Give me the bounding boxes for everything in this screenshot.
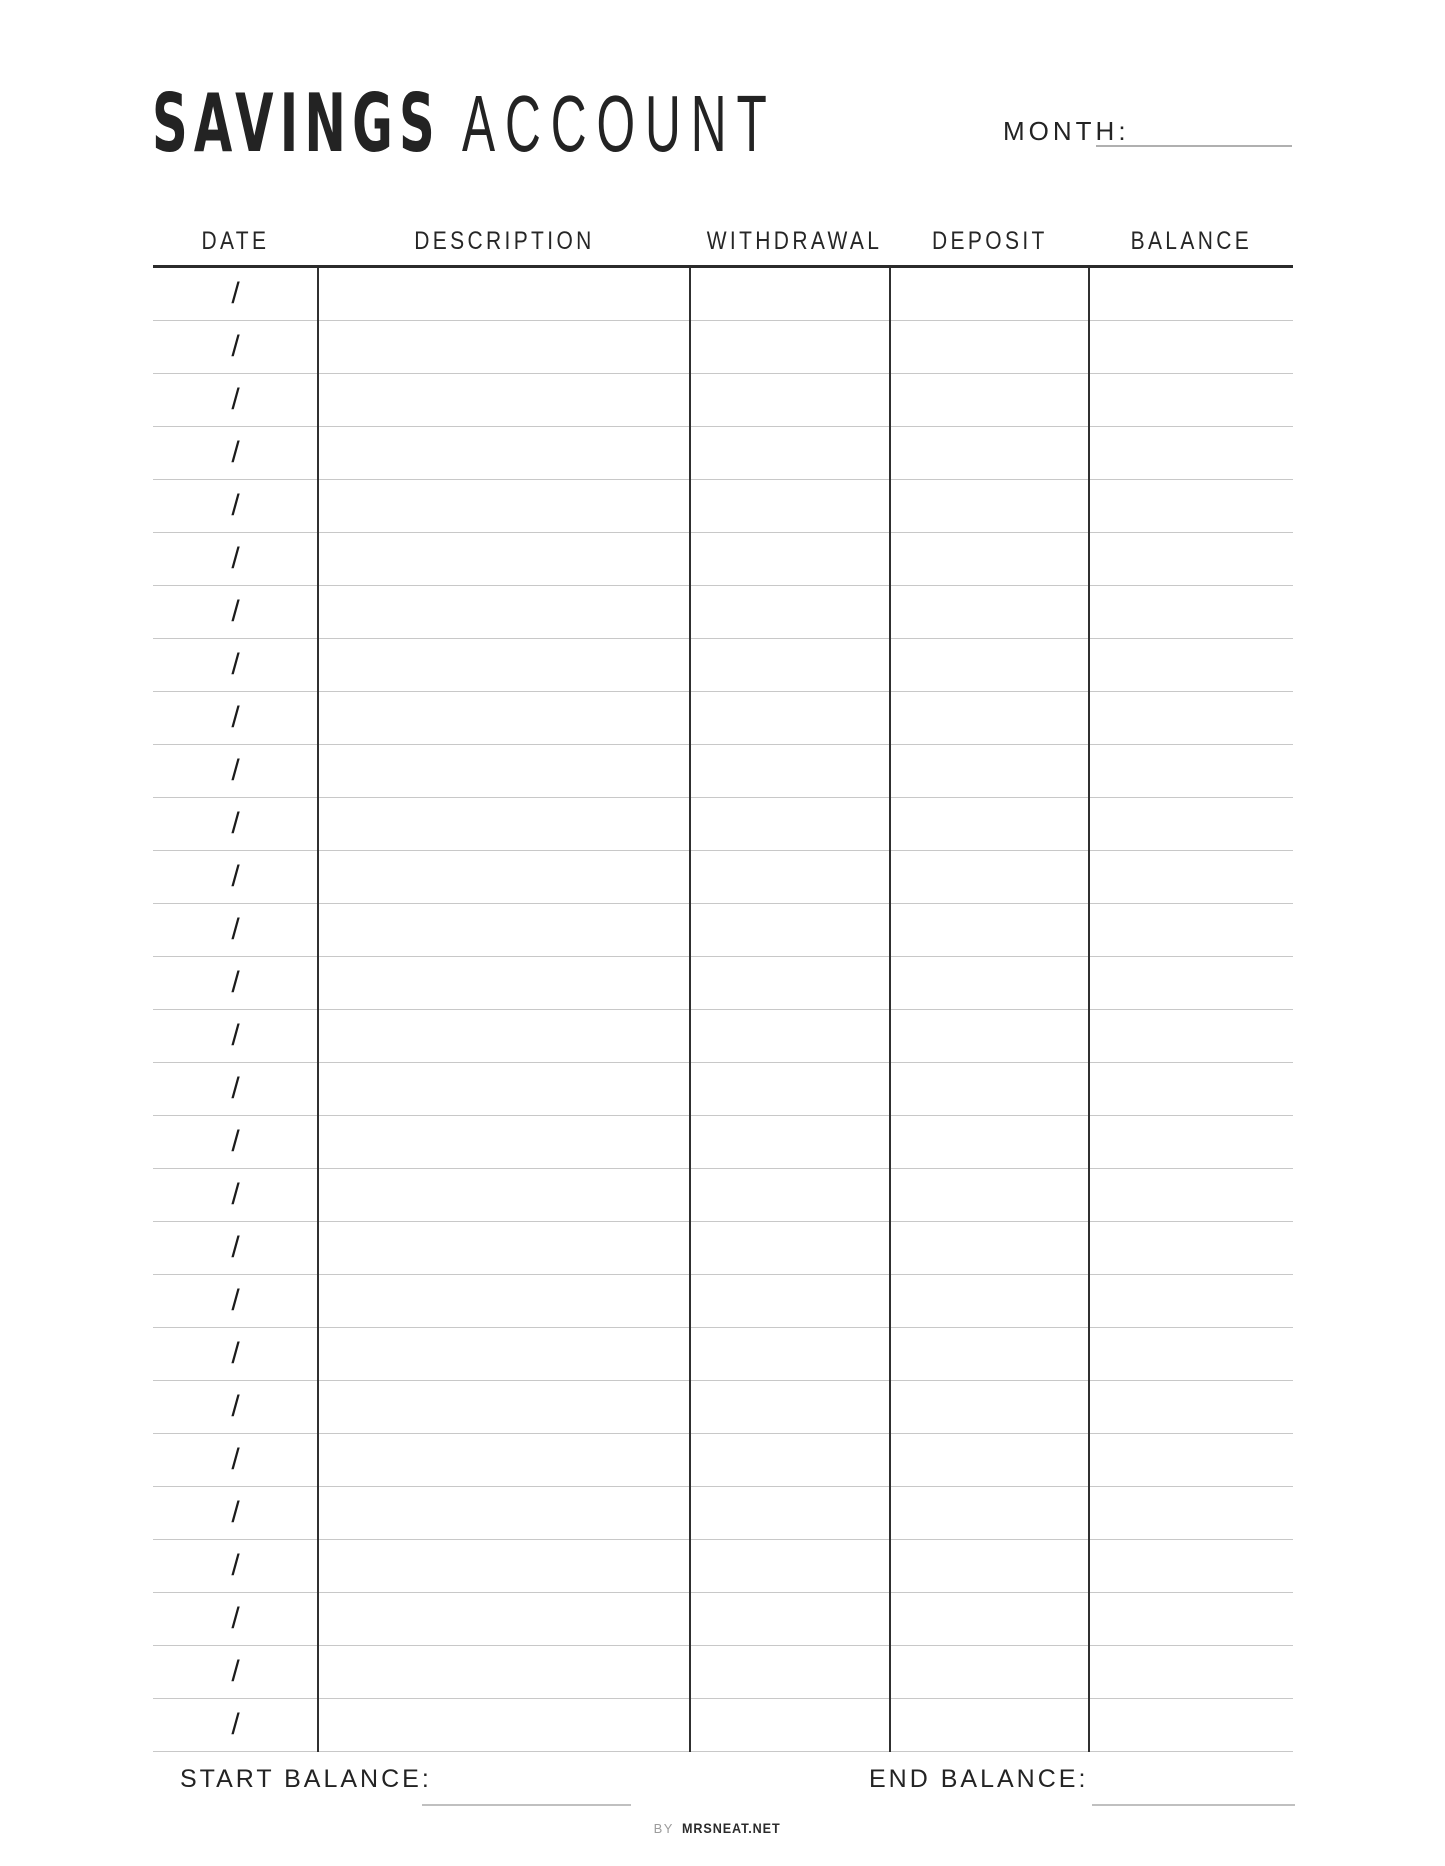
deposit-cell[interactable] — [890, 851, 1089, 903]
end-balance-label: END BALANCE: — [869, 1765, 1089, 1793]
column-header-deposit: DEPOSIT — [931, 227, 1048, 255]
balance-cell[interactable] — [1089, 957, 1293, 1009]
table-row — [153, 1010, 1293, 1063]
deposit-cell[interactable] — [890, 1434, 1089, 1486]
page-title — [152, 77, 777, 170]
date-slash-placeholder: / — [231, 1496, 240, 1529]
description-cell[interactable] — [318, 586, 690, 638]
table-row — [153, 798, 1293, 851]
table-row — [153, 427, 1293, 480]
date-cell[interactable] — [153, 1169, 318, 1221]
deposit-cell[interactable] — [890, 321, 1089, 373]
table-row — [153, 1275, 1293, 1328]
description-cell[interactable] — [318, 427, 690, 479]
deposit-cell[interactable] — [890, 1222, 1089, 1274]
column-header-date: DATE — [201, 227, 270, 255]
balance-cell[interactable] — [1089, 1540, 1293, 1592]
description-cell[interactable] — [318, 1593, 690, 1645]
column-divider-date-description — [317, 268, 319, 1752]
deposit-cell[interactable] — [890, 1381, 1089, 1433]
balance-cell[interactable] — [1089, 586, 1293, 638]
date-cell[interactable] — [153, 1487, 318, 1539]
deposit-cell[interactable] — [890, 745, 1089, 797]
withdrawal-cell[interactable] — [690, 1699, 890, 1751]
date-cell[interactable] — [153, 586, 318, 638]
withdrawal-cell[interactable] — [690, 1116, 890, 1168]
date-slash-placeholder: / — [231, 966, 240, 999]
footer-credit — [0, 1818, 1445, 1839]
date-slash-placeholder: / — [231, 383, 240, 416]
deposit-cell[interactable] — [890, 427, 1089, 479]
description-cell[interactable] — [318, 1646, 690, 1698]
date-cell[interactable] — [153, 374, 318, 426]
deposit-cell[interactable] — [890, 1487, 1089, 1539]
table-row — [153, 1699, 1293, 1752]
balance-cell[interactable] — [1089, 1699, 1293, 1751]
date-cell[interactable] — [153, 1010, 318, 1062]
deposit-cell[interactable] — [890, 533, 1089, 585]
date-slash-placeholder: / — [231, 542, 240, 575]
description-cell[interactable] — [318, 745, 690, 797]
withdrawal-cell[interactable] — [690, 745, 890, 797]
deposit-cell[interactable] — [890, 1169, 1089, 1221]
balance-cell[interactable] — [1089, 904, 1293, 956]
savings-table-rows — [153, 268, 1293, 1752]
withdrawal-cell[interactable] — [690, 1275, 890, 1327]
date-slash-placeholder: / — [231, 807, 240, 840]
table-row — [153, 374, 1293, 427]
date-slash-placeholder: / — [231, 1231, 240, 1264]
description-cell[interactable] — [318, 1434, 690, 1486]
description-cell[interactable] — [318, 1328, 690, 1380]
balance-cell[interactable] — [1089, 480, 1293, 532]
date-slash-placeholder: / — [231, 1178, 240, 1211]
balance-cell[interactable] — [1089, 851, 1293, 903]
balance-cell[interactable] — [1089, 427, 1293, 479]
withdrawal-cell[interactable] — [690, 1010, 890, 1062]
column-divider-withdrawal-deposit — [889, 268, 891, 1752]
date-slash-placeholder: / — [231, 1337, 240, 1370]
withdrawal-cell[interactable] — [690, 851, 890, 903]
description-cell[interactable] — [318, 957, 690, 1009]
description-cell[interactable] — [318, 1010, 690, 1062]
month-label: MONTH: — [1003, 116, 1130, 146]
date-cell[interactable] — [153, 480, 318, 532]
deposit-cell[interactable] — [890, 957, 1089, 1009]
description-cell[interactable] — [318, 268, 690, 320]
date-cell[interactable] — [153, 1222, 318, 1274]
withdrawal-cell[interactable] — [690, 321, 890, 373]
description-cell[interactable] — [318, 374, 690, 426]
table-row — [153, 1169, 1293, 1222]
table-row — [153, 639, 1293, 692]
description-cell[interactable] — [318, 1699, 690, 1751]
withdrawal-cell[interactable] — [690, 639, 890, 691]
page-title-primary: SAVINGS — [152, 77, 441, 170]
table-row — [153, 1381, 1293, 1434]
deposit-cell[interactable] — [890, 1063, 1089, 1115]
balance-cell[interactable] — [1089, 1222, 1293, 1274]
date-cell[interactable] — [153, 1593, 318, 1645]
deposit-cell[interactable] — [890, 692, 1089, 744]
deposit-cell[interactable] — [890, 268, 1089, 320]
description-cell[interactable] — [318, 639, 690, 691]
withdrawal-cell[interactable] — [690, 1593, 890, 1645]
withdrawal-cell[interactable] — [690, 957, 890, 1009]
balance-cell[interactable] — [1089, 1116, 1293, 1168]
date-slash-placeholder: / — [231, 436, 240, 469]
withdrawal-cell[interactable] — [690, 1646, 890, 1698]
date-slash-placeholder: / — [231, 330, 240, 363]
savings-table — [153, 265, 1293, 1752]
column-divider-deposit-balance — [1088, 268, 1090, 1752]
balance-cell[interactable] — [1089, 1646, 1293, 1698]
table-row — [153, 480, 1293, 533]
withdrawal-cell[interactable] — [690, 1434, 890, 1486]
withdrawal-cell[interactable] — [690, 1487, 890, 1539]
balance-cell[interactable] — [1089, 745, 1293, 797]
table-row — [153, 1487, 1293, 1540]
date-slash-placeholder: / — [231, 1072, 240, 1105]
withdrawal-cell[interactable] — [690, 1540, 890, 1592]
start-balance-input-line[interactable] — [422, 1804, 631, 1806]
start-balance-label: START BALANCE: — [180, 1765, 432, 1793]
description-cell[interactable] — [318, 533, 690, 585]
date-slash-placeholder: / — [231, 860, 240, 893]
date-cell[interactable] — [153, 745, 318, 797]
date-slash-placeholder: / — [231, 701, 240, 734]
withdrawal-cell[interactable] — [690, 533, 890, 585]
withdrawal-cell[interactable] — [690, 1169, 890, 1221]
table-row — [153, 533, 1293, 586]
withdrawal-cell[interactable] — [690, 480, 890, 532]
date-cell[interactable] — [153, 1381, 318, 1433]
table-row — [153, 957, 1293, 1010]
balance-cell[interactable] — [1089, 1381, 1293, 1433]
column-header-description: DESCRIPTION — [413, 227, 595, 255]
table-row — [153, 851, 1293, 904]
date-cell[interactable] — [153, 321, 318, 373]
table-row — [153, 1646, 1293, 1699]
balance-cell[interactable] — [1089, 1593, 1293, 1645]
deposit-cell[interactable] — [890, 798, 1089, 850]
date-cell[interactable] — [153, 798, 318, 850]
table-row — [153, 692, 1293, 745]
date-slash-placeholder: / — [231, 489, 240, 522]
footer-site-name: MRSNEAT.NET — [681, 1820, 781, 1836]
date-cell[interactable] — [153, 957, 318, 1009]
date-cell[interactable] — [153, 268, 318, 320]
date-cell[interactable] — [153, 1328, 318, 1380]
date-slash-placeholder: / — [231, 595, 240, 628]
withdrawal-cell[interactable] — [690, 1328, 890, 1380]
page-title-secondary: ACCOUNT — [462, 79, 777, 168]
description-cell[interactable] — [318, 321, 690, 373]
date-slash-placeholder: / — [231, 1390, 240, 1423]
deposit-cell[interactable] — [890, 374, 1089, 426]
date-slash-placeholder: / — [231, 913, 240, 946]
date-cell[interactable] — [153, 904, 318, 956]
balance-cell[interactable] — [1089, 1328, 1293, 1380]
balance-cell[interactable] — [1089, 1487, 1293, 1539]
date-cell[interactable] — [153, 427, 318, 479]
withdrawal-cell[interactable] — [690, 374, 890, 426]
date-cell[interactable] — [153, 1063, 318, 1115]
description-cell[interactable] — [318, 1487, 690, 1539]
balance-cell[interactable] — [1089, 1169, 1293, 1221]
date-cell[interactable] — [153, 533, 318, 585]
description-cell[interactable] — [318, 1222, 690, 1274]
description-cell[interactable] — [318, 1540, 690, 1592]
table-row — [153, 586, 1293, 639]
deposit-cell[interactable] — [890, 1275, 1089, 1327]
balance-cell[interactable] — [1089, 1434, 1293, 1486]
table-row — [153, 268, 1293, 321]
deposit-cell[interactable] — [890, 480, 1089, 532]
deposit-cell[interactable] — [890, 1646, 1089, 1698]
table-row — [153, 1222, 1293, 1275]
date-slash-placeholder: / — [231, 1602, 240, 1635]
description-cell[interactable] — [318, 1275, 690, 1327]
table-row — [153, 1434, 1293, 1487]
date-slash-placeholder: / — [231, 1708, 240, 1741]
footer-by-label: BY — [653, 1821, 674, 1836]
date-slash-placeholder: / — [231, 1655, 240, 1688]
table-row — [153, 1593, 1293, 1646]
deposit-cell[interactable] — [890, 1699, 1089, 1751]
date-cell[interactable] — [153, 1540, 318, 1592]
column-header-withdrawal: WITHDRAWAL — [706, 227, 883, 255]
deposit-cell[interactable] — [890, 1010, 1089, 1062]
date-slash-placeholder: / — [231, 1284, 240, 1317]
deposit-cell[interactable] — [890, 1593, 1089, 1645]
date-slash-placeholder: / — [231, 1549, 240, 1582]
date-cell[interactable] — [153, 1699, 318, 1751]
description-cell[interactable] — [318, 1169, 690, 1221]
date-slash-placeholder: / — [231, 1443, 240, 1476]
withdrawal-cell[interactable] — [690, 1222, 890, 1274]
balance-cell[interactable] — [1089, 321, 1293, 373]
balance-cell[interactable] — [1089, 268, 1293, 320]
withdrawal-cell[interactable] — [690, 1381, 890, 1433]
deposit-cell[interactable] — [890, 586, 1089, 638]
withdrawal-cell[interactable] — [690, 586, 890, 638]
table-row — [153, 1063, 1293, 1116]
balance-cell[interactable] — [1089, 798, 1293, 850]
table-row — [153, 1328, 1293, 1381]
withdrawal-cell[interactable] — [690, 268, 890, 320]
table-row — [153, 321, 1293, 374]
withdrawal-cell[interactable] — [690, 427, 890, 479]
balance-cell[interactable] — [1089, 374, 1293, 426]
description-cell[interactable] — [318, 1116, 690, 1168]
withdrawal-cell[interactable] — [690, 904, 890, 956]
withdrawal-cell[interactable] — [690, 1063, 890, 1115]
date-slash-placeholder: / — [231, 754, 240, 787]
balance-cell[interactable] — [1089, 639, 1293, 691]
deposit-cell[interactable] — [890, 639, 1089, 691]
deposit-cell[interactable] — [890, 904, 1089, 956]
date-slash-placeholder: / — [231, 1019, 240, 1052]
balance-cell[interactable] — [1089, 1275, 1293, 1327]
date-slash-placeholder: / — [231, 277, 240, 310]
date-cell[interactable] — [153, 1646, 318, 1698]
balance-cell[interactable] — [1089, 692, 1293, 744]
date-slash-placeholder: / — [231, 1125, 240, 1158]
column-divider-description-withdrawal — [689, 268, 691, 1752]
end-balance-input-line[interactable] — [1092, 1804, 1295, 1806]
date-cell[interactable] — [153, 1434, 318, 1486]
description-cell[interactable] — [318, 798, 690, 850]
description-cell[interactable] — [318, 692, 690, 744]
description-cell[interactable] — [318, 851, 690, 903]
date-slash-placeholder: / — [231, 648, 240, 681]
description-cell[interactable] — [318, 904, 690, 956]
balance-cell[interactable] — [1089, 1063, 1293, 1115]
date-cell[interactable] — [153, 692, 318, 744]
month-input-line[interactable] — [1096, 145, 1292, 147]
deposit-cell[interactable] — [890, 1540, 1089, 1592]
table-row — [153, 745, 1293, 798]
table-row — [153, 1540, 1293, 1593]
date-cell[interactable] — [153, 1275, 318, 1327]
date-cell[interactable] — [153, 639, 318, 691]
description-cell[interactable] — [318, 480, 690, 532]
balance-cell[interactable] — [1089, 1010, 1293, 1062]
balance-cell[interactable] — [1089, 533, 1293, 585]
withdrawal-cell[interactable] — [690, 798, 890, 850]
column-header-balance: BALANCE — [1130, 227, 1252, 255]
description-cell[interactable] — [318, 1381, 690, 1433]
table-row — [153, 1116, 1293, 1169]
deposit-cell[interactable] — [890, 1328, 1089, 1380]
withdrawal-cell[interactable] — [690, 692, 890, 744]
table-row — [153, 904, 1293, 957]
date-cell[interactable] — [153, 851, 318, 903]
description-cell[interactable] — [318, 1063, 690, 1115]
deposit-cell[interactable] — [890, 1116, 1089, 1168]
date-cell[interactable] — [153, 1116, 318, 1168]
